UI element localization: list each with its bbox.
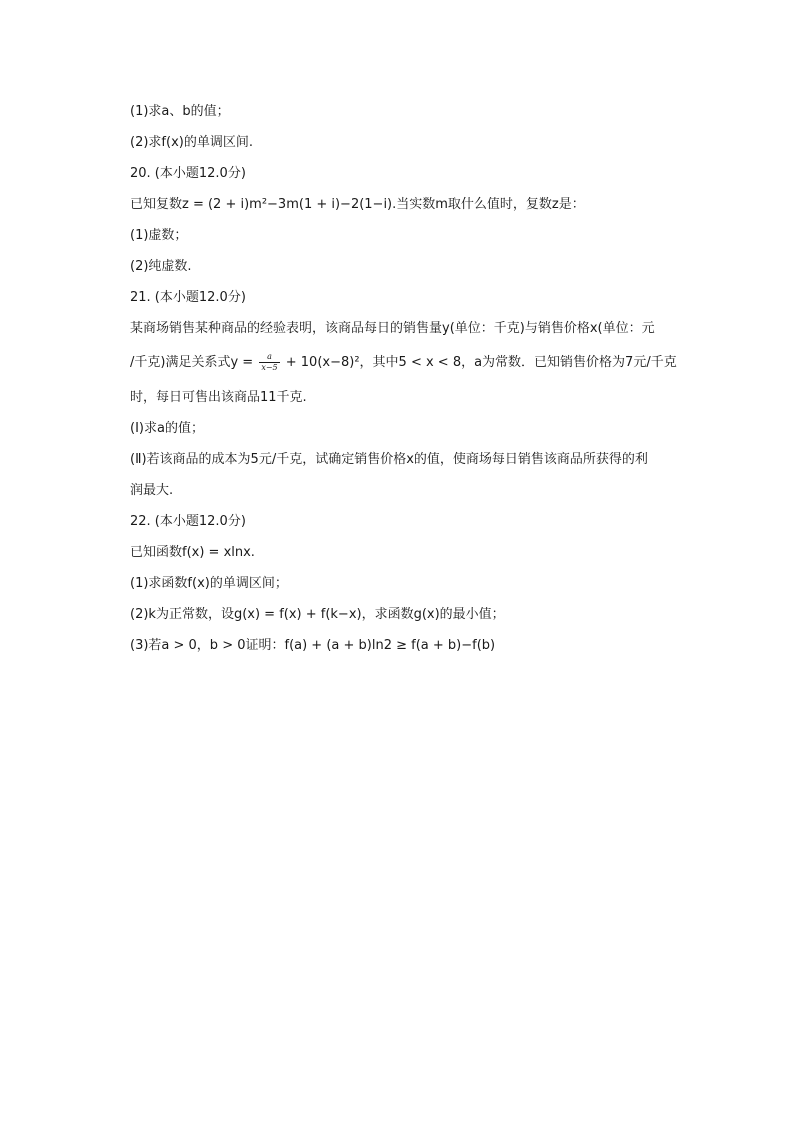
q21-part1: (Ⅰ)求a的值；: [130, 421, 204, 436]
q22-part2: (2)k为正常数，设g(x) = f(x) + f(k−x)，求函数g(x)的最小值；: [130, 607, 505, 622]
q21-fraction-denominator: x−5: [261, 363, 278, 372]
q21-part2-line1: (Ⅱ)若该商品的成本为5元/千克，试确定销售价格x的值，使商场每日销售该商品所获得的利: [130, 452, 648, 467]
q22-part1: (1)求函数f(x)的单调区间；: [130, 576, 288, 591]
q21-stem-line1: 某商场销售某种商品的经验表明，该商品每日的销售量y(单位：千克)与销售价格x(单位：元: [130, 321, 655, 336]
q19-part1: (1)求a、b的值；: [130, 104, 230, 119]
q21-fraction: [259, 352, 279, 373]
q22-part3: (3)若a > 0，b > 0证明：f(a) + (a + b)ln2 ≥ f(a + b)−f(b): [130, 638, 496, 653]
q22-stem: 已知函数f(x) = xlnx.: [130, 545, 255, 560]
q20-part2: (2)纯虚数.: [130, 259, 192, 274]
q21-stem-line2: [130, 344, 710, 382]
q21-stem-line2-pre: /千克)满足关系式y =: [130, 355, 254, 370]
exam-page: [130, 96, 710, 661]
q20-part1: (1)虚数；: [130, 228, 188, 243]
q21-header: 21. (本小题12.0分): [130, 290, 246, 305]
q21-part2-line2: 润最大.: [130, 483, 174, 498]
q21-stem-line3: 时，每日可售出该商品11千克.: [130, 390, 307, 405]
q20-header: 20. (本小题12.0分): [130, 166, 246, 181]
q19-part2: (2)求f(x)的单调区间.: [130, 135, 253, 150]
q22-header: 22. (本小题12.0分): [130, 514, 246, 529]
q20-stem: 已知复数z = (2 + i)m²−3m(1 + i)−2(1−i).当实数m取什么值时，复数z是：: [130, 197, 585, 212]
q21-stem-line2-post: + 10(x−8)²，其中5 < x < 8，a为常数．已知销售价格为7元/千克: [285, 355, 677, 370]
q21-fraction-numerator: a: [259, 352, 279, 363]
